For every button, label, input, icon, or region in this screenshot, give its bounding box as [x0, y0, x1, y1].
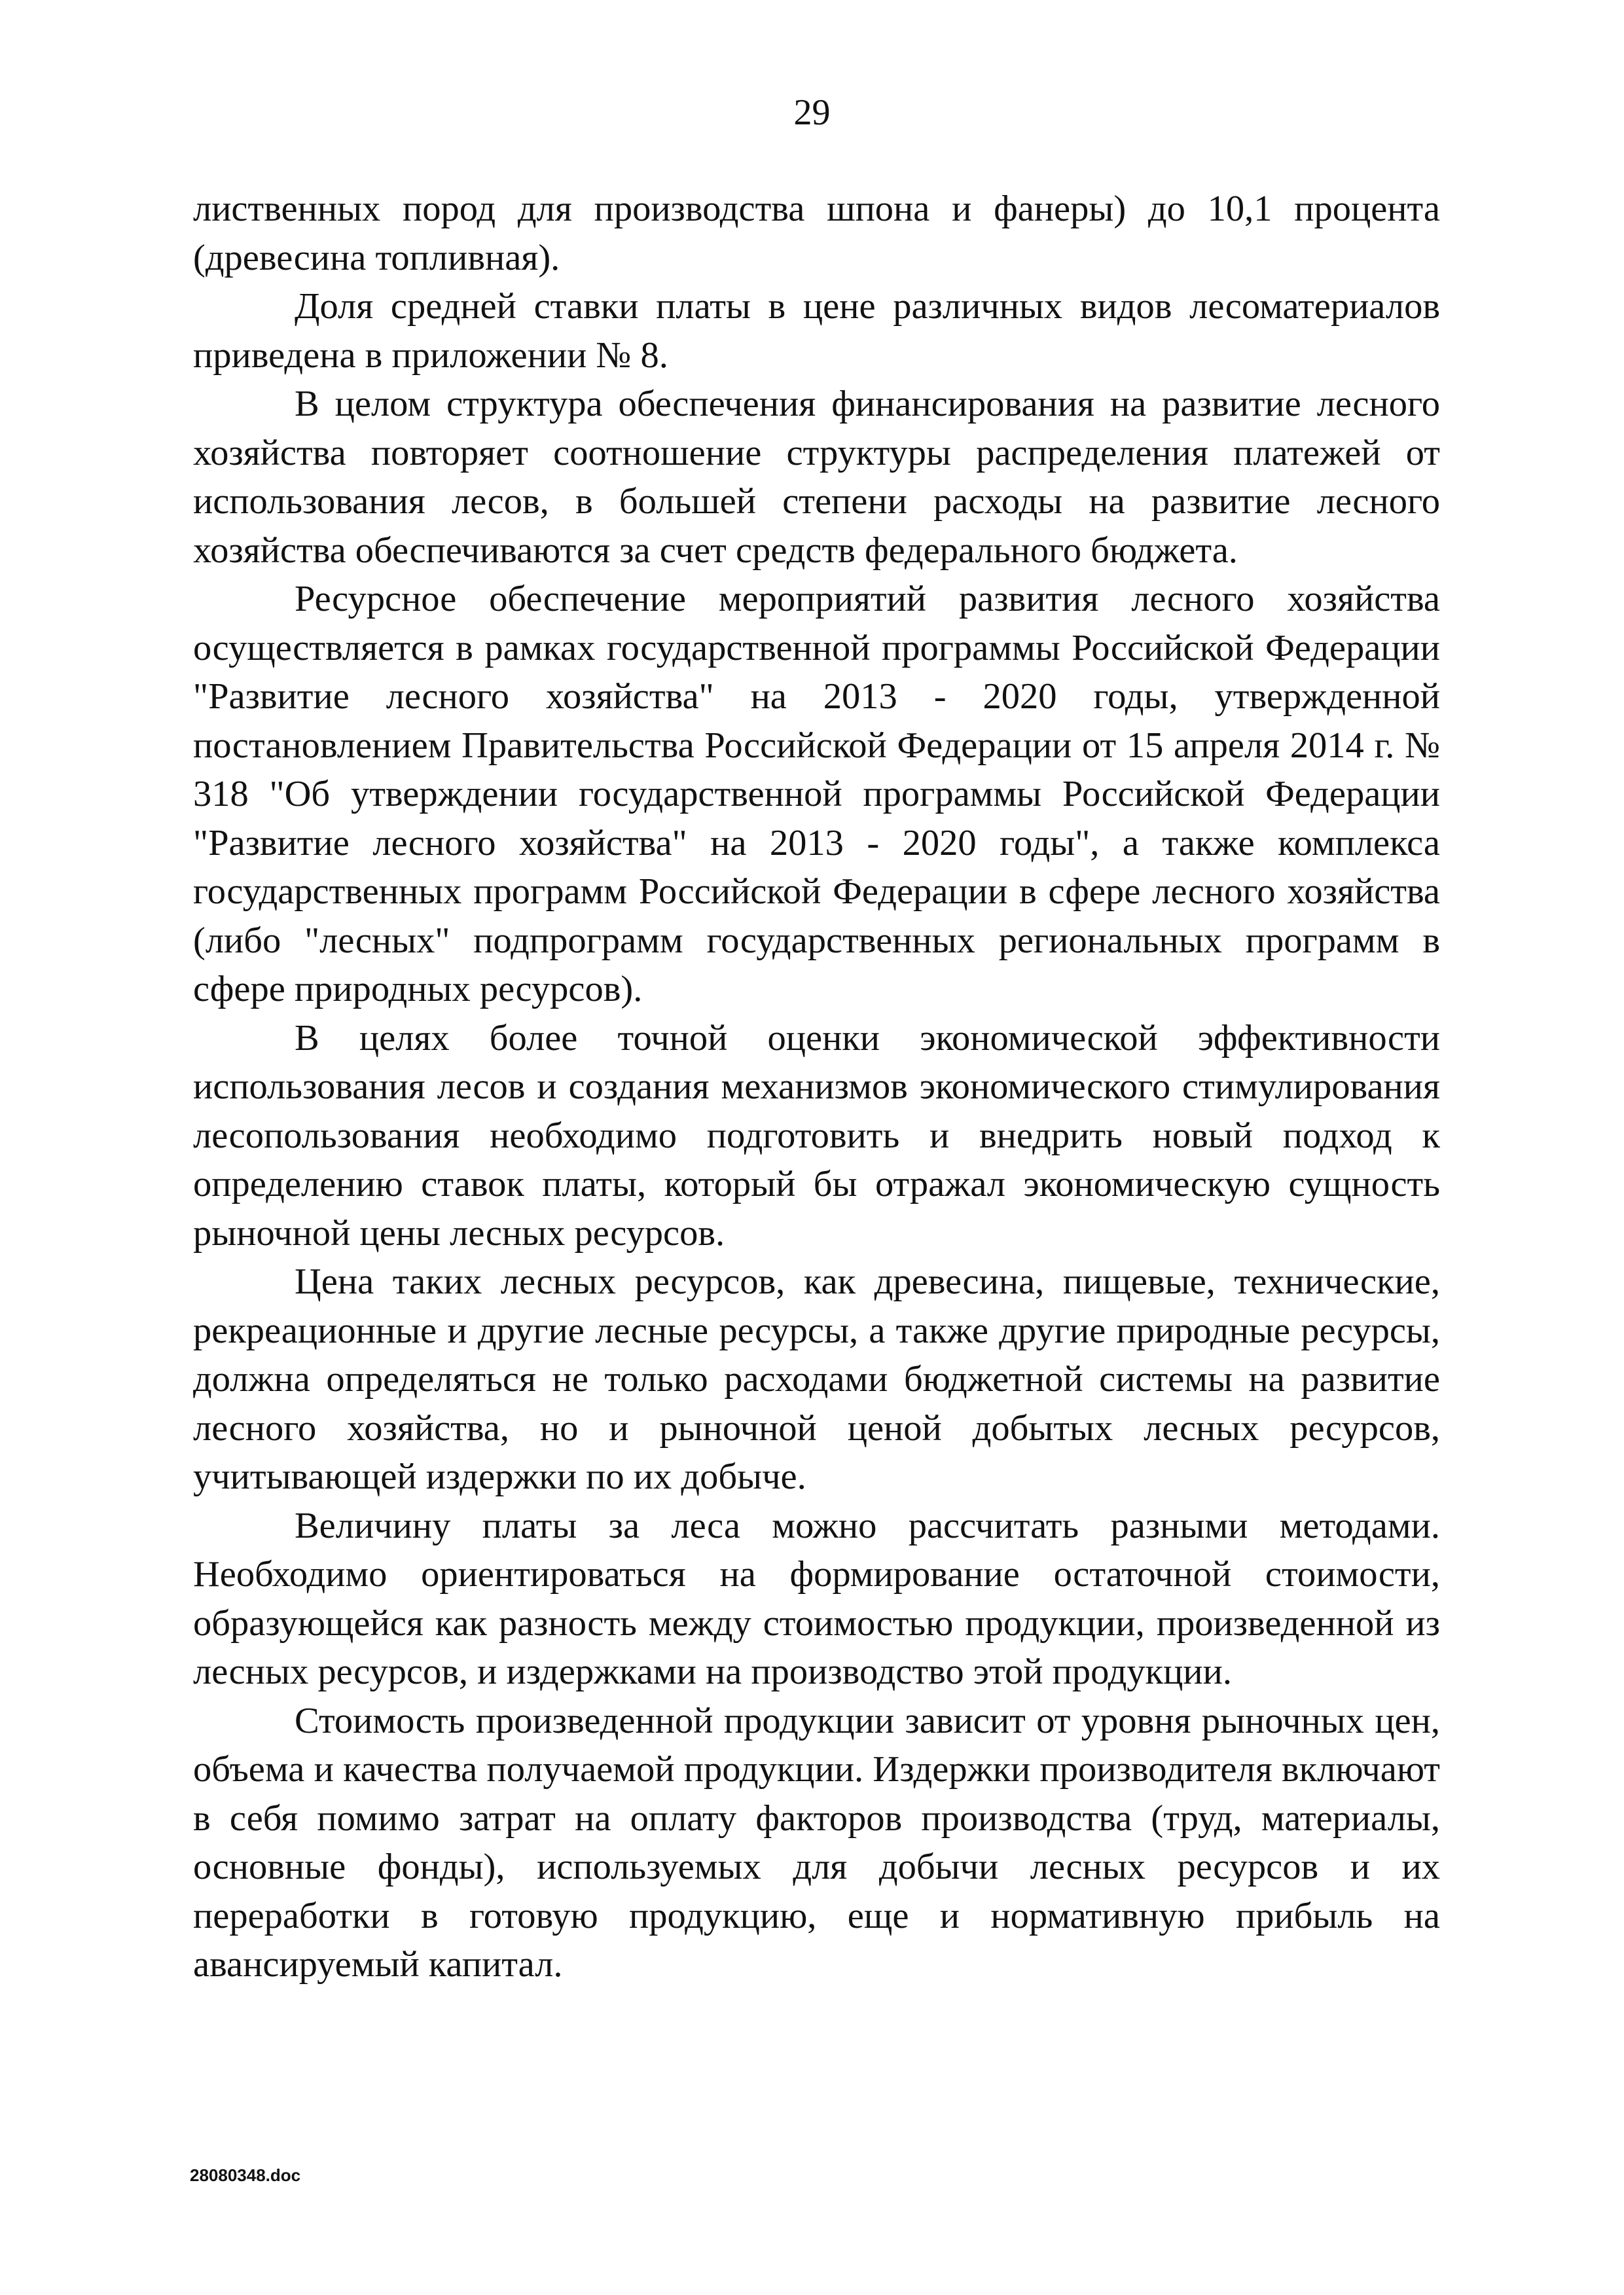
document-body [193, 185, 1440, 1989]
page-number: 29 [793, 92, 831, 133]
paragraph: В целом структура обеспечения финансирования на развитие лесного хозяйства повторяет соотношение структуры распределения платежей от использования лесов, в большей степени расходы на развитие лесного хозяйства обеспечиваются за счет средств федерального бюджета. [193, 384, 1440, 571]
paragraph: Цена таких лесных ресурсов, как древесина, пищевые, технические, рекреационные и другие лесные ресурсы, а также другие природные ресурсы, должна определяться не только расходами бюджетной системы на развитие лесного хозяйства, но и рыночной ценой добытых лесных ресурсов, учитывающей издержки по их добыче. [193, 1261, 1440, 1497]
paragraph: Ресурсное обеспечение мероприятий развития лесного хозяйства осуществляется в рамках государственной программы Российской Федерации "Развитие лесного хозяйства" на 2013 - 2020 годы, утвержденной постановлением Правительства Российской Федерации от 15 апреля 2014 г. № 318 "Об утверждении государственной программы Российской Федерации "Развитие лесного хозяйства" на 2013 - 2020 годы", а также комплекса государственных программ Российской Федерации в сфере лесного хозяйства (либо "лесных" подпрограмм государственных региональных программ в сфере природных ресурсов). [193, 579, 1440, 1009]
paragraph-continuation: лиственных пород для производства шпона и фанеры) до 10,1 процента (древесина топливная). [193, 189, 1440, 278]
paragraph: Величину платы за леса можно рассчитать разными методами. Необходимо ориентироваться на формирование остаточной стоимости, образующейся как разность между стоимостью продукции, произведенной из лесных ресурсов, и издержками на производство этой продукции. [193, 1505, 1440, 1692]
paragraph: Стоимость произведенной продукции зависит от уровня рыночных цен, объема и качества получаемой продукции. Издержки производителя включают в себя помимо затрат на оплату факторов производства (труд, материалы, основные фонды), используемых для добычи лесных ресурсов и их переработки в готовую продукцию, еще и нормативную прибыль на авансируемый капитал. [193, 1700, 1440, 1985]
footer-file-name: 28080348.doc [190, 2165, 301, 2185]
paragraph: Доля средней ставки платы в цене различных видов лесоматериалов приведена в приложении № 8. [193, 286, 1440, 376]
paragraph: В целях более точной оценки экономической эффективности использования лесов и создания механизмов экономического стимулирования лесопользования необходимо подготовить и внедрить новый подход к определению ставок платы, который бы отражал экономическую сущность рыночной цены лесных ресурсов. [193, 1017, 1440, 1254]
